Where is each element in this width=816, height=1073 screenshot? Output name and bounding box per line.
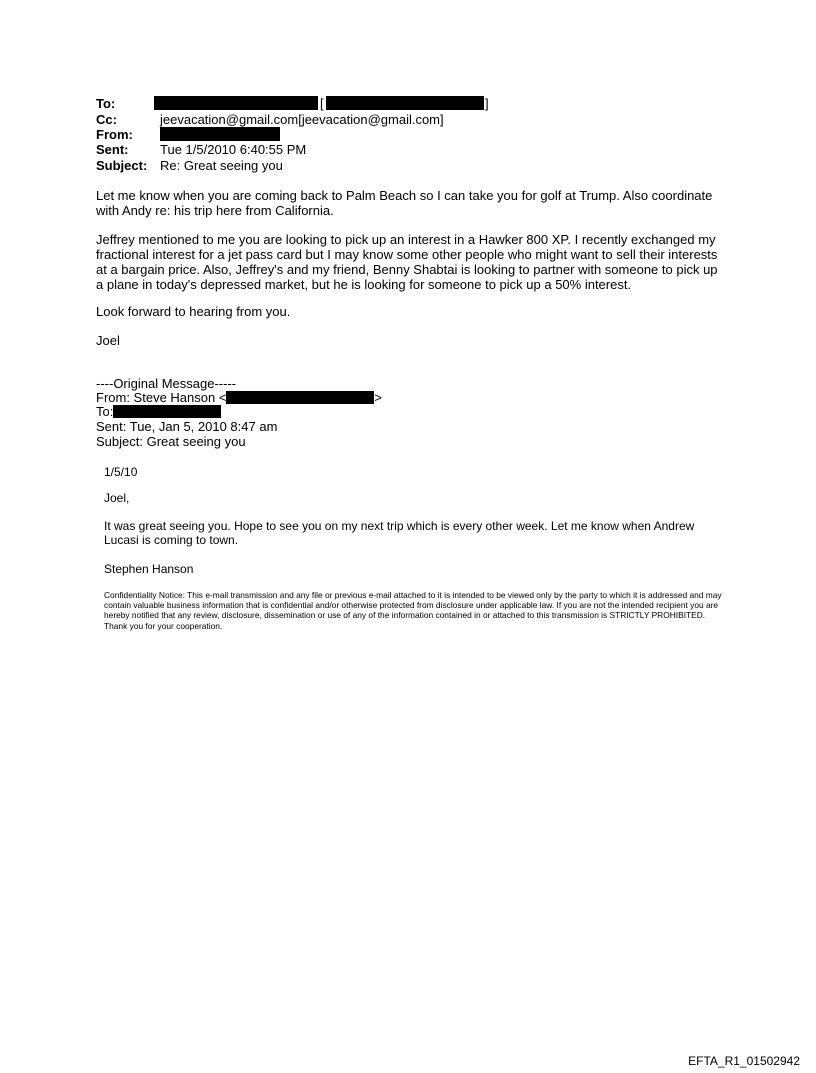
reply-paragraph-3	[96, 304, 726, 319]
reply-text: Look forward to hearing from you.	[96, 304, 291, 319]
reply-paragraph-2	[96, 232, 726, 292]
original-from-row	[96, 391, 382, 406]
original-to-prefix: To:	[96, 404, 114, 419]
cc-label: Cc:	[96, 112, 117, 127]
quoted-body: It was great seeing you. Hope to see you on my next trip which is every other week. Let me know when Andrew Lucasi is coming to town.	[104, 519, 695, 547]
quoted-date: 1/5/10	[104, 465, 138, 479]
redaction-box	[326, 96, 484, 110]
sent-value: Tue 1/5/2010 6:40:55 PM	[160, 142, 307, 157]
original-sent: Sent: Tue, Jan 5, 2010 8:47 am	[96, 419, 278, 434]
subject-value: Re: Great seeing you	[160, 158, 283, 173]
quoted-signature: Stephen Hanson	[104, 562, 194, 576]
redaction-box	[113, 405, 221, 418]
to-label: To:	[96, 96, 116, 111]
reply-text: Jeffrey mentioned to me you are looking to pick up an interest in a Hawker 800 XP. I recently exchanged my fractional interest for a jet pass card but I may know some other people who might want to sell their interests at a bargain price. Also, Jeffrey's and my friend, Benny Shabtai is looking to partner with someone to pick up a plane in today's depressed market, but he is looking for someone to pick up a 50% interest.	[96, 232, 718, 292]
sent-label: Sent:	[96, 142, 129, 157]
reply-paragraph-1	[96, 188, 726, 218]
quoted-greeting: Joel,	[104, 491, 130, 505]
confidentiality-notice: Confidentiality Notice: This e-mail transmission and any file or previous e-mail attached to it is intended to be viewed only by the party to which it is addressed and may contain valuable business information that is confidential and/or otherwise protected from disclosure under applicable law. If you are not the intended recipient you are hereby notified that any review, disclosure, dissemination or use of any of the information contained in or attached to this transmission is STRICTLY PROHIBITED. Thank you for your cooperation.	[104, 590, 722, 631]
original-to-row	[96, 405, 221, 420]
reply-signature	[96, 333, 726, 348]
original-subject: Subject: Great seeing you	[96, 434, 246, 449]
original-from-suffix: >	[374, 390, 383, 405]
reply-text: Let me know when you are coming back to Palm Beach so I can take you for golf at Trump. Also coordinate with Andy re: his trip here from California.	[96, 188, 713, 218]
to-bracket-open: [	[320, 96, 324, 111]
to-bracket-close: ]	[485, 96, 489, 111]
cc-value: jeevacation@gmail.com[jeevacation@gmail.com]	[160, 112, 444, 127]
redaction-box	[160, 127, 280, 141]
redaction-box	[226, 391, 374, 404]
signature-text: Joel	[96, 333, 120, 348]
redaction-box	[154, 96, 318, 110]
subject-label: Subject:	[96, 158, 148, 173]
original-divider: ----Original Message-----	[96, 376, 237, 391]
original-from-prefix: From: Steve Hanson <	[96, 390, 227, 405]
document-id: EFTA_R1_01502942	[688, 1054, 800, 1068]
from-label: From:	[96, 127, 133, 142]
